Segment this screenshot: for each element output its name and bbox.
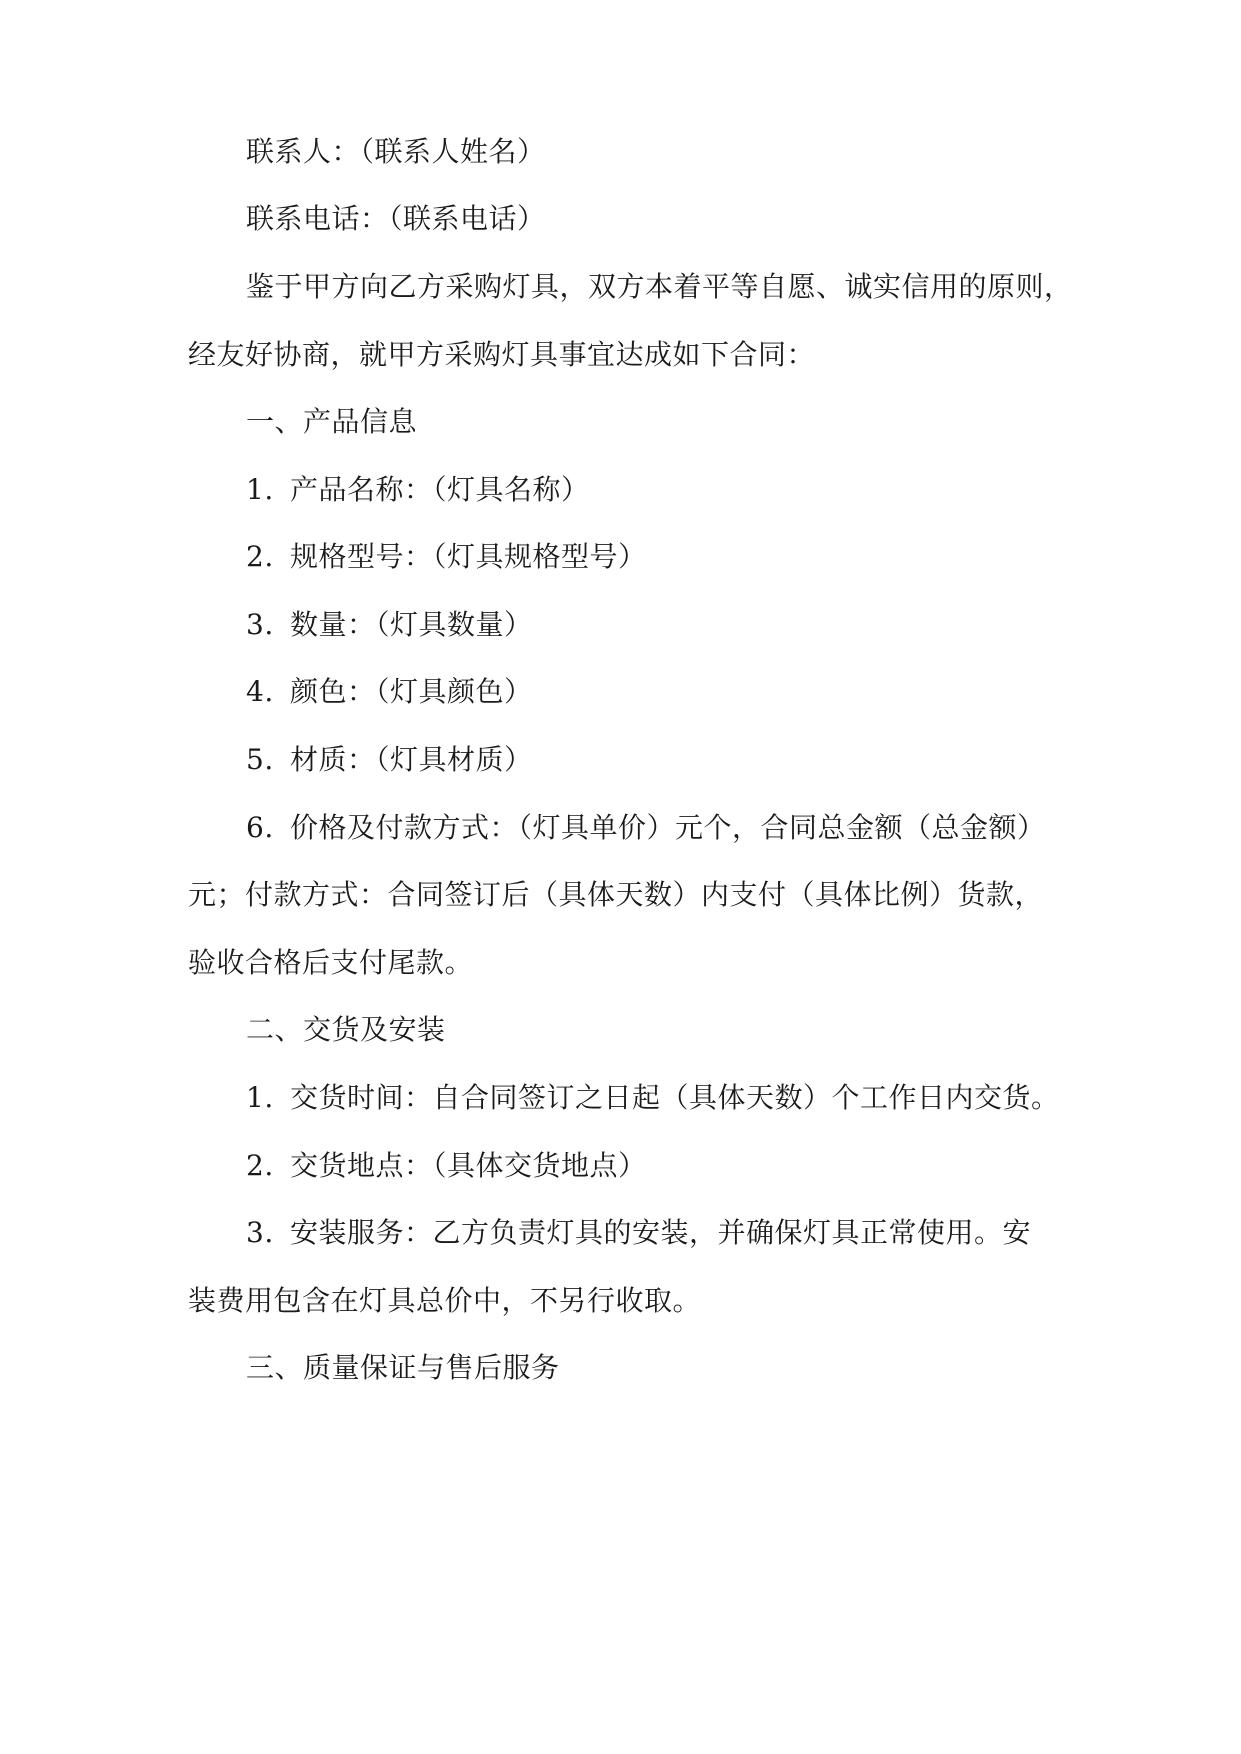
section1-item-3 — [0, 605, 1241, 645]
section1-item-1 — [0, 470, 1241, 510]
item-number: 2. — [246, 1149, 274, 1182]
section1-heading: 一、产品信息 — [246, 405, 418, 438]
contact-phone-line: 联系电话：（联系电话） — [246, 202, 546, 235]
item-number: 1. — [246, 473, 274, 506]
item-text: 规格型号：（灯具规格型号） — [290, 540, 647, 573]
section1-item-6-line-2: 元；付款方式：合同签订后（具体天数）内支付（具体比例）货款， — [188, 878, 1044, 911]
intro-line-1: 鉴于甲方向乙方采购灯具，双方本着平等自愿、诚实信用的原则， — [246, 270, 1073, 303]
item-number: 5. — [246, 743, 274, 776]
section2-item-1 — [0, 1078, 1241, 1118]
section1-item-2 — [0, 537, 1241, 577]
item-number: 6. — [246, 811, 274, 844]
section3-heading: 三、质量保证与售后服务 — [246, 1351, 560, 1384]
item-text: 颜色：（灯具颜色） — [290, 675, 533, 708]
item-number: 3. — [246, 608, 274, 641]
section1-item-4 — [0, 672, 1241, 712]
item-text: 材质：（灯具材质） — [290, 743, 533, 776]
section1-item-6-line-3: 验收合格后支付尾款。 — [188, 946, 474, 979]
item-text: 交货时间：自合同签订之日起（具体天数）个工作日内交货。 — [290, 1081, 1060, 1114]
section1-item-5 — [0, 740, 1241, 780]
item-number: 1. — [246, 1081, 274, 1114]
contact-person-line: 联系人：（联系人姓名） — [246, 135, 546, 168]
item-number: 3. — [246, 1216, 274, 1249]
item-text: 产品名称：（灯具名称） — [290, 473, 590, 506]
intro-line-2: 经友好协商，就甲方采购灯具事宜达成如下合同： — [188, 338, 816, 371]
item-text: 交货地点：（具体交货地点） — [290, 1149, 647, 1182]
item-text: 价格及付款方式：（灯具单价）元个，合同总金额（总金额） — [290, 811, 1046, 844]
section2-heading: 二、交货及安装 — [246, 1013, 446, 1046]
item-text: 安装服务：乙方负责灯具的安装，并确保灯具正常使用。安 — [290, 1216, 1032, 1249]
item-number: 2. — [246, 540, 274, 573]
item-text: 数量：（灯具数量） — [290, 608, 533, 641]
section2-item-3-line-1 — [0, 1213, 1241, 1253]
section1-item-6-line-1 — [0, 808, 1241, 848]
section2-item-2 — [0, 1146, 1241, 1186]
item-number: 4. — [246, 675, 274, 708]
section2-item-3-line-2: 装费用包含在灯具总价中，不另行收取。 — [188, 1284, 702, 1317]
